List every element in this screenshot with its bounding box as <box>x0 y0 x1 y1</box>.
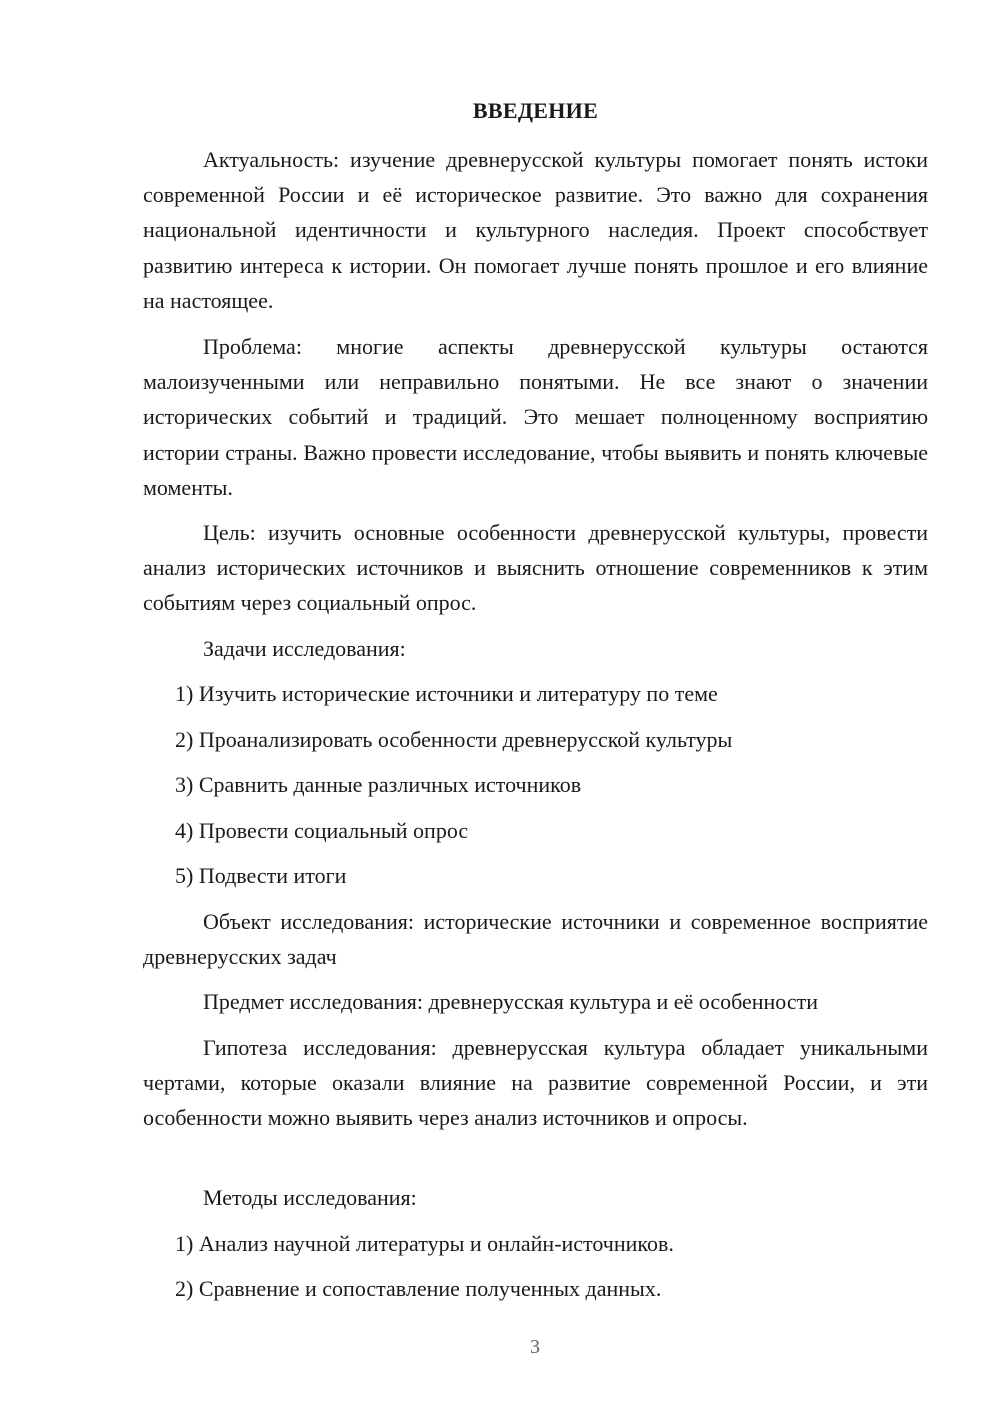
goal-paragraph: Цель: изучить основные особенности древнерусской культуры, провести анализ исторических источников и выяснить отношение современников к этим событиям через социальный опрос. <box>143 520 928 616</box>
subject-paragraph: Предмет исследования: древнерусская культура и её особенности <box>203 989 819 1014</box>
relevance-paragraph: Актуальность: изучение древнерусской культуры помогает понять истоки современной России и её историческое развитие. Это важно для сохранения национальной идентичности и культурного наследия. Проект способствует развитию интереса к истории. Он помогает лучше понять прошлое и его влияние на настоящее. <box>143 147 928 313</box>
task-item: 3) Сравнить данные различных источников <box>175 772 582 797</box>
tasks-heading: Задачи исследования: <box>203 636 406 661</box>
task-item: 1) Изучить исторические источники и литературу по теме <box>175 681 718 706</box>
problem-paragraph: Проблема: многие аспекты древнерусской культуры остаются малоизученными или неправильно понятыми. Не все знают о значении исторических событий и традиций. Это мешает полноценному восприятию истории страны. Важно провести исследование, чтобы выявить и понять ключевые моменты. <box>143 334 928 500</box>
hypothesis-paragraph: Гипотеза исследования: древнерусская культура обладает уникальными чертами, которые оказали влияние на развитие современной России, и эти особенности можно выявить через анализ источников и опросы. <box>143 1035 928 1131</box>
object-paragraph: Объект исследования: исторические источники и современное восприятие древнерусских задач <box>143 909 928 970</box>
task-item: 5) Подвести итоги <box>175 863 347 888</box>
methods-heading: Методы исследования: <box>203 1185 417 1210</box>
page-number: 3 <box>530 1336 540 1358</box>
page-title: ВВЕДЕНИЕ <box>472 98 599 123</box>
task-item: 2) Проанализировать особенности древнерусской культуры <box>175 727 733 752</box>
method-item: 1) Анализ научной литературы и онлайн-источников. <box>175 1231 674 1256</box>
task-item: 4) Провести социальный опрос <box>175 818 469 843</box>
method-item: 2) Сравнение и сопоставление полученных данных. <box>175 1276 662 1301</box>
